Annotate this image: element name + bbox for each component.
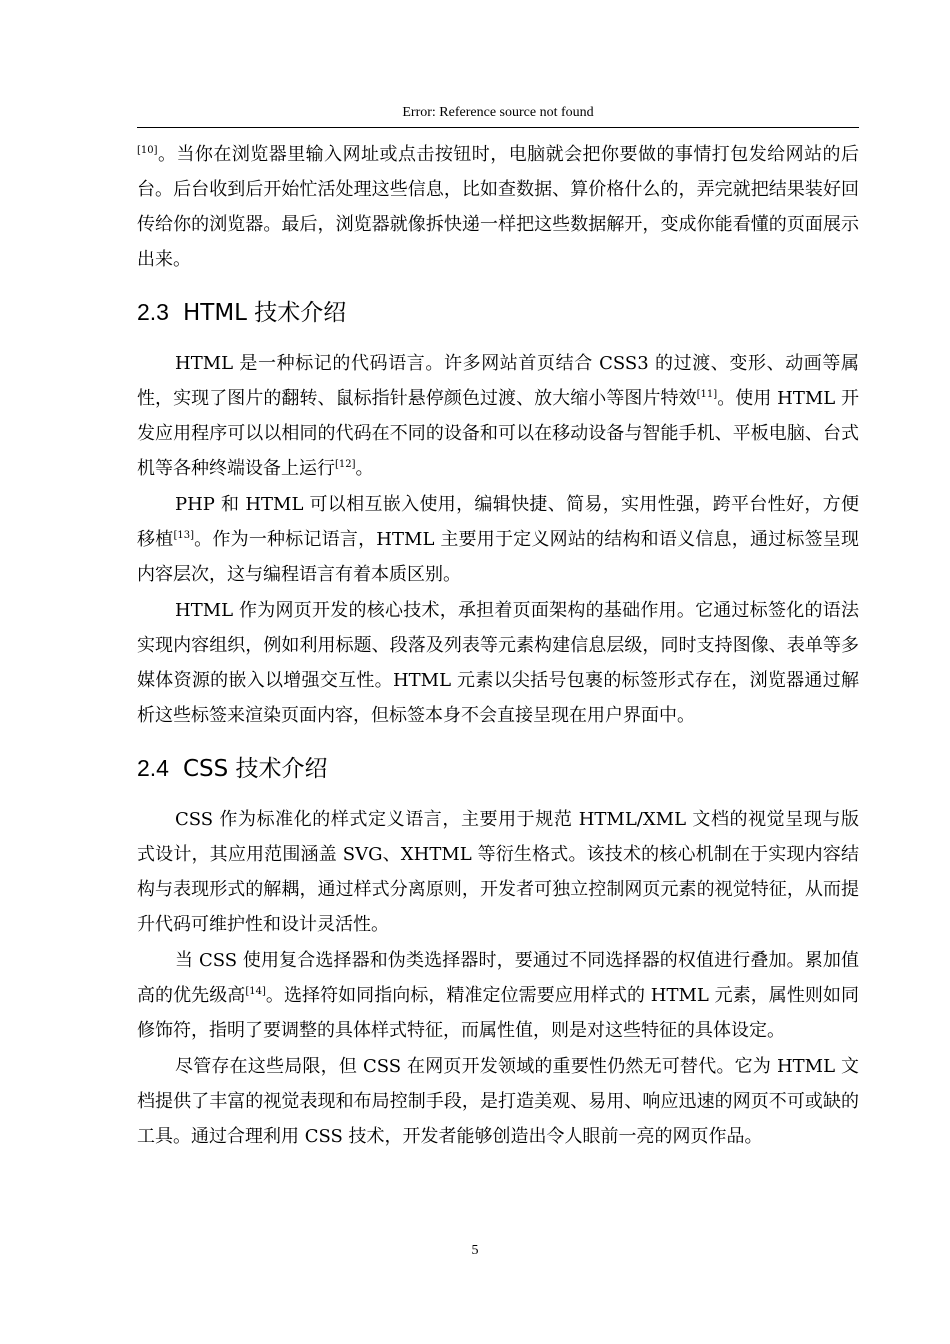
page-number: 5 bbox=[471, 1243, 479, 1258]
paragraph: PHP 和 HTML 可以相互嵌入使用，编辑快捷、简易，实用性强，跨平台性好，方便移植[13]。作为一种标记语言，HTML 主要用于定义网站的结构和语义信息，通过标签呈现内容层次，这与编程语言有着本质区别。 bbox=[137, 494, 860, 585]
page-footer bbox=[0, 1243, 950, 1259]
citation: [14] bbox=[245, 986, 266, 997]
page-header bbox=[137, 105, 859, 128]
paragraph: HTML 是一种标记的代码语言。许多网站首页结合 CSS3 的过渡、变形、动画等属性，实现了图片的翻转、鼠标指针悬停颜色过渡、放大缩小等图片特效[11]。使用 HTML 开发应用程序可以以相同的代码在不同的设备和可以在移动设备与智能手机、平板电脑、台式机等各种终端设备上运行[12]。 bbox=[137, 353, 860, 479]
section-title: HTML 技术介绍 bbox=[182, 300, 347, 326]
paragraph: 当 CSS 使用复合选择器和伪类选择器时，要通过不同选择器的权值进行叠加。累加值高的优先级高[14]。选择符如同指向标，精准定位需要应用样式的 HTML 元素，属性则如同修饰符，指明了要调整的具体样式特征，而属性值，则是对这些特征的具体设定。 bbox=[137, 950, 860, 1041]
intro-paragraph: [10]。当你在浏览器里输入网址或点击按钮时，电脑就会把你要做的事情打包发给网站的后台。后台收到后开始忙活处理这些信息，比如查数据、算价格什么的，弄完就把结果装好回传给你的浏览器。最后，浏览器就像拆快递一样把这些数据解开，变成你能看懂的页面展示出来。 bbox=[137, 144, 859, 270]
paragraph: HTML 作为网页开发的核心技术，承担着页面架构的基础作用。它通过标签化的语法实现内容组织，例如利用标题、段落及列表等元素构建信息层级，同时支持图像、表单等多媒体资源的嵌入以增强交互性。HTML 元素以尖括号包裹的标签形式存在，浏览器通过解析这些标签来渲染页面内容，但标签本身不会直接呈现在用户界面中。 bbox=[137, 600, 859, 726]
section-title: CSS 技术介绍 bbox=[182, 756, 328, 782]
section-number: 2.3 bbox=[137, 299, 169, 325]
citation: [11] bbox=[696, 389, 718, 400]
paragraph: 尽管存在这些局限，但 CSS 在网页开发领域的重要性仍然无可替代。它为 HTML 文档提供了丰富的视觉表现和布局控制手段，是打造美观、易用、响应迅速的网页不可或缺的工具。通过合理利用 CSS 技术，开发者能够创造出令人眼前一亮的网页作品。 bbox=[137, 1056, 859, 1147]
document-body bbox=[137, 137, 859, 1154]
paragraph: CSS 作为标准化的样式定义语言，主要用于规范 HTML/XML 文档的视觉呈现与版式设计，其应用范围涵盖 SVG、XHTML 等衍生格式。该技术的核心机制在于实现内容结构与表现形式的解耦，通过样式分离原则，开发者可独立控制网页元素的视觉特征，从而提升代码可维护性和设计灵活性。 bbox=[137, 809, 859, 935]
citation: [12] bbox=[335, 459, 356, 470]
citation: [13] bbox=[173, 530, 194, 541]
header-text: Error: Reference source not found bbox=[402, 105, 594, 120]
section-heading-2-3 bbox=[137, 283, 859, 341]
section-number: 2.4 bbox=[137, 755, 169, 781]
section-heading-2-4 bbox=[137, 739, 859, 797]
citation: [10] bbox=[137, 145, 158, 156]
